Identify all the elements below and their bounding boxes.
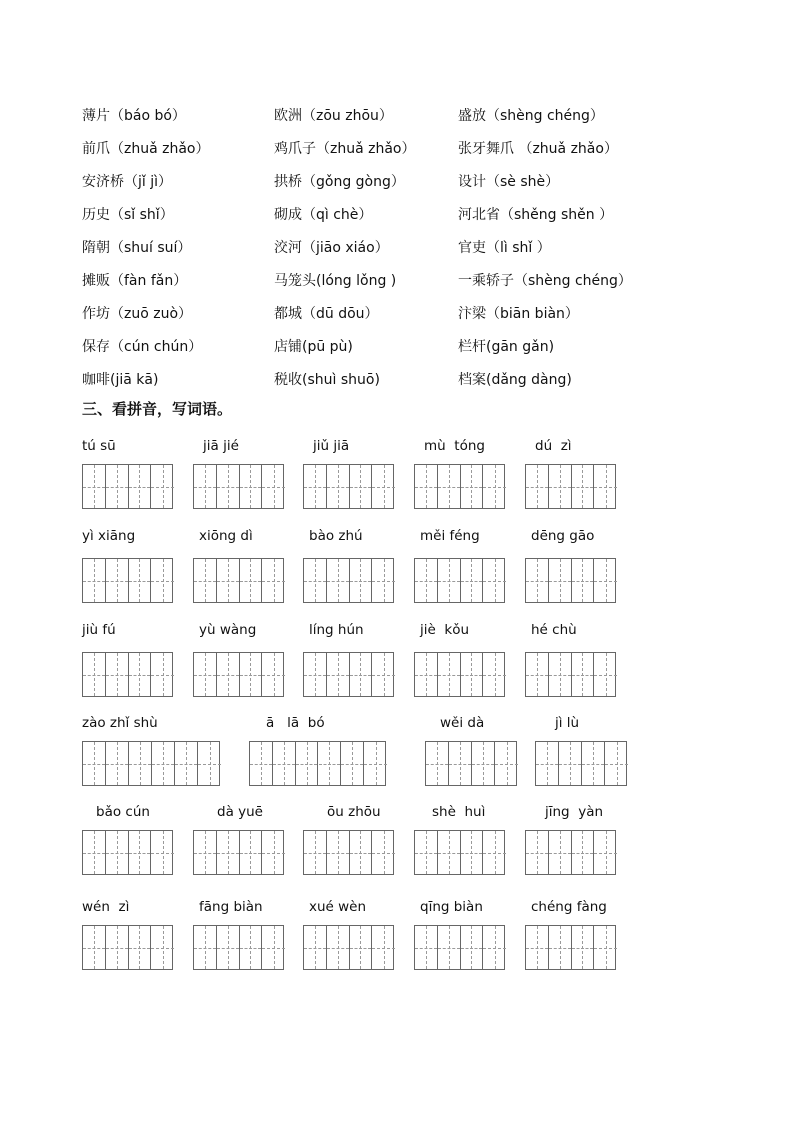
writing-box[interactable] [193,464,284,509]
vocab-item: 洨河（jiāo xiáo） [274,240,389,256]
writing-box[interactable] [414,652,505,697]
pinyin-label: jiǔ jiā [313,438,350,454]
writing-cell[interactable] [129,653,152,696]
vocab-item: 汴梁（biān biàn） [458,306,579,322]
writing-cell[interactable] [372,559,395,602]
writing-box[interactable] [82,652,173,697]
writing-cell[interactable] [152,742,175,785]
writing-cell[interactable] [240,926,263,969]
pinyin-label: wěi dà [440,715,485,731]
writing-cell[interactable] [461,831,484,874]
writing-box[interactable] [303,925,394,970]
writing-cell[interactable] [129,465,152,508]
writing-cell[interactable] [217,653,240,696]
pinyin-label: mù tóng [424,438,485,454]
writing-cell[interactable] [572,831,595,874]
writing-cell[interactable] [472,742,495,785]
writing-cell[interactable] [438,831,461,874]
writing-cell[interactable] [319,742,342,785]
writing-cell[interactable] [461,559,484,602]
writing-box[interactable] [414,925,505,970]
writing-cell[interactable] [372,831,395,874]
vocab-item: 历史（sǐ shǐ） [82,207,174,223]
writing-cell[interactable] [240,465,263,508]
writing-cell[interactable] [106,742,129,785]
writing-cell[interactable] [198,742,221,785]
writing-cell[interactable] [327,831,350,874]
vocab-row [82,199,682,232]
writing-box[interactable] [82,741,220,786]
writing-cell[interactable] [594,653,617,696]
vocab-item: 安济桥（jǐ jì） [82,174,173,190]
writing-box[interactable] [414,464,505,509]
writing-box[interactable] [249,741,386,786]
writing-cell[interactable] [483,653,506,696]
writing-box[interactable] [193,558,284,603]
writing-cell[interactable] [304,559,327,602]
vocab-row [82,265,682,298]
writing-cell[interactable] [495,742,518,785]
writing-box[interactable] [193,652,284,697]
vocab-item: 税收(shuì shuō) [274,372,380,388]
pinyin-label: fāng biàn [199,899,263,915]
writing-cell[interactable] [438,926,461,969]
writing-box[interactable] [525,464,616,509]
writing-box[interactable] [193,925,284,970]
pinyin-label: xiōng dì [199,528,253,544]
writing-cell[interactable] [106,559,129,602]
writing-cell[interactable] [217,559,240,602]
pinyin-label: zào zhǐ shù [82,715,158,731]
writing-cell[interactable] [217,926,240,969]
writing-cell[interactable] [526,926,549,969]
pinyin-label: xué wèn [309,899,367,915]
writing-cell[interactable] [106,926,129,969]
vocab-item: 官吏（lì shǐ ） [458,240,551,256]
vocab-row [82,232,682,265]
pinyin-label: qīng biàn [420,899,483,915]
vocab-item: 咖啡(jiā kā) [82,372,159,388]
writing-cell[interactable] [372,465,395,508]
vocab-item: 薄片（báo bó） [82,108,186,124]
writing-box[interactable] [82,464,173,509]
vocab-item: 作坊（zuō zuò） [82,306,193,322]
writing-box[interactable] [82,558,173,603]
vocab-item: 店铺(pū pù) [274,339,353,355]
writing-cell[interactable] [594,831,617,874]
writing-box[interactable] [82,925,173,970]
writing-cell[interactable] [106,465,129,508]
writing-cell[interactable] [526,559,549,602]
writing-cell[interactable] [106,831,129,874]
writing-cell[interactable] [262,559,285,602]
vocab-item: 砌成（qì chè） [274,207,373,223]
writing-cell[interactable] [83,465,106,508]
writing-cell[interactable] [449,742,472,785]
writing-cell[interactable] [549,653,572,696]
writing-box[interactable] [303,652,394,697]
writing-cell[interactable] [594,465,617,508]
vocab-item: 都城（dū dōu） [274,306,379,322]
writing-cell[interactable] [250,742,273,785]
writing-cell[interactable] [327,559,350,602]
writing-cell[interactable] [240,653,263,696]
writing-cell[interactable] [262,653,285,696]
writing-cell[interactable] [217,831,240,874]
writing-cell[interactable] [572,653,595,696]
writing-cell[interactable] [372,653,395,696]
writing-cell[interactable] [240,559,263,602]
writing-cell[interactable] [526,653,549,696]
writing-cell[interactable] [594,559,617,602]
writing-cell[interactable] [549,465,572,508]
pinyin-label: jì lù [555,715,580,731]
writing-cell[interactable] [438,559,461,602]
writing-cell[interactable] [438,465,461,508]
writing-cell[interactable] [83,831,106,874]
writing-cell[interactable] [415,831,438,874]
writing-cell[interactable] [175,742,198,785]
writing-cell[interactable] [129,742,152,785]
writing-cell[interactable] [364,742,387,785]
writing-cell[interactable] [350,653,373,696]
writing-cell[interactable] [194,831,217,874]
writing-cell[interactable] [372,926,395,969]
writing-cell[interactable] [549,831,572,874]
pinyin-label: yì xiāng [82,528,136,544]
writing-cell[interactable] [438,653,461,696]
vocab-item: 马笼头(lóng lǒng ) [274,273,397,289]
vocab-row [82,298,682,331]
vocab-item: 张牙舞爪 （zhuǎ zhǎo） [458,141,618,157]
writing-cell[interactable] [483,465,506,508]
pinyin-label: dú zì [535,438,572,454]
writing-cell[interactable] [194,653,217,696]
pinyin-label: chéng fàng [531,899,607,915]
writing-box[interactable] [425,741,517,786]
writing-cell[interactable] [461,926,484,969]
writing-cell[interactable] [151,926,174,969]
writing-cell[interactable] [327,926,350,969]
writing-cell[interactable] [262,926,285,969]
pinyin-label: bào zhú [309,528,363,544]
writing-cell[interactable] [194,926,217,969]
writing-cell[interactable] [83,559,106,602]
writing-cell[interactable] [559,742,582,785]
writing-cell[interactable] [194,559,217,602]
writing-cell[interactable] [483,926,506,969]
writing-cell[interactable] [240,831,263,874]
pinyin-label: měi féng [420,528,480,544]
vocab-item: 拱桥（gǒng gòng） [274,174,405,190]
writing-cell[interactable] [304,831,327,874]
writing-cell[interactable] [526,831,549,874]
writing-box[interactable] [525,652,616,697]
writing-cell[interactable] [572,559,595,602]
writing-cell[interactable] [461,465,484,508]
writing-cell[interactable] [262,465,285,508]
pinyin-label: jiè kǒu [420,622,470,638]
writing-box[interactable] [193,830,284,875]
writing-cell[interactable] [262,831,285,874]
writing-cell[interactable] [415,559,438,602]
pinyin-label: ōu zhōu [327,804,381,820]
vocab-item: 鸡爪子（zhuǎ zhǎo） [274,141,416,157]
vocab-item: 河北省（shěng shěn ） [458,207,614,223]
writing-box[interactable] [303,558,394,603]
writing-cell[interactable] [273,742,296,785]
pinyin-label: yù wàng [199,622,257,638]
writing-cell[interactable] [129,831,152,874]
writing-box[interactable] [525,558,616,603]
vocab-item: 设计（sè shè） [458,174,560,190]
writing-cell[interactable] [296,742,319,785]
writing-cell[interactable] [341,742,364,785]
writing-box[interactable] [414,558,505,603]
writing-cell[interactable] [350,831,373,874]
pinyin-label: bǎo cún [96,804,150,820]
vocab-item: 盛放（shèng chéng） [458,108,604,124]
writing-cell[interactable] [415,465,438,508]
vocab-row [82,133,682,166]
writing-cell[interactable] [572,926,595,969]
vocab-item: 一乘轿子（shèng chéng） [458,273,632,289]
writing-cell[interactable] [129,559,152,602]
writing-cell[interactable] [83,926,106,969]
writing-box[interactable] [303,464,394,509]
writing-cell[interactable] [549,926,572,969]
vocab-item: 前爪（zhuǎ zhǎo） [82,141,210,157]
writing-cell[interactable] [304,465,327,508]
writing-cell[interactable] [151,831,174,874]
writing-cell[interactable] [194,465,217,508]
writing-cell[interactable] [327,465,350,508]
section-title: 三、看拼音，写词语。 [82,400,233,418]
vocab-item: 栏杆(gān gǎn) [458,339,555,355]
vocab-row [82,331,682,364]
writing-cell[interactable] [83,742,106,785]
pinyin-label: jiā jié [203,438,239,454]
writing-cell[interactable] [594,926,617,969]
writing-cell[interactable] [106,653,129,696]
pinyin-label: tú sū [82,438,116,454]
vocab-item: 档案(dǎng dàng) [458,372,572,388]
writing-cell[interactable] [350,559,373,602]
writing-cell[interactable] [572,465,595,508]
writing-cell[interactable] [415,926,438,969]
writing-cell[interactable] [83,653,106,696]
writing-cell[interactable] [483,559,506,602]
pinyin-label: shè huì [432,804,486,820]
vocab-item: 欧洲（zōu zhōu） [274,108,393,124]
pinyin-label: dà yuē [217,804,263,820]
writing-cell[interactable] [415,653,438,696]
writing-box[interactable] [535,741,627,786]
vocab-row [82,166,682,199]
writing-cell[interactable] [151,653,174,696]
pinyin-label: wén zì [82,899,130,915]
writing-box[interactable] [82,830,173,875]
writing-cell[interactable] [549,559,572,602]
vocab-row [82,364,682,397]
pinyin-label: ā lā bó [266,715,325,731]
writing-box[interactable] [525,830,616,875]
writing-cell[interactable] [426,742,449,785]
writing-box[interactable] [303,830,394,875]
vocab-item: 保存（cún chún） [82,339,203,355]
writing-cell[interactable] [605,742,628,785]
writing-box[interactable] [414,830,505,875]
writing-box[interactable] [525,925,616,970]
pinyin-label: líng hún [309,622,364,638]
pinyin-label: dēng gāo [531,528,595,544]
pinyin-label: jiù fú [82,622,116,638]
writing-cell[interactable] [304,926,327,969]
writing-cell[interactable] [526,465,549,508]
writing-cell[interactable] [461,653,484,696]
writing-cell[interactable] [350,926,373,969]
writing-cell[interactable] [536,742,559,785]
pinyin-label: hé chù [531,622,577,638]
writing-cell[interactable] [582,742,605,785]
vocab-item: 隋朝（shuí suí） [82,240,192,256]
writing-cell[interactable] [327,653,350,696]
writing-cell[interactable] [151,559,174,602]
writing-cell[interactable] [304,653,327,696]
writing-cell[interactable] [217,465,240,508]
pinyin-label: jīng yàn [545,804,604,820]
vocab-item: 摊贩（fàn fǎn） [82,273,188,289]
writing-cell[interactable] [350,465,373,508]
writing-cell[interactable] [151,465,174,508]
writing-cell[interactable] [483,831,506,874]
vocab-row [82,100,682,133]
writing-cell[interactable] [129,926,152,969]
